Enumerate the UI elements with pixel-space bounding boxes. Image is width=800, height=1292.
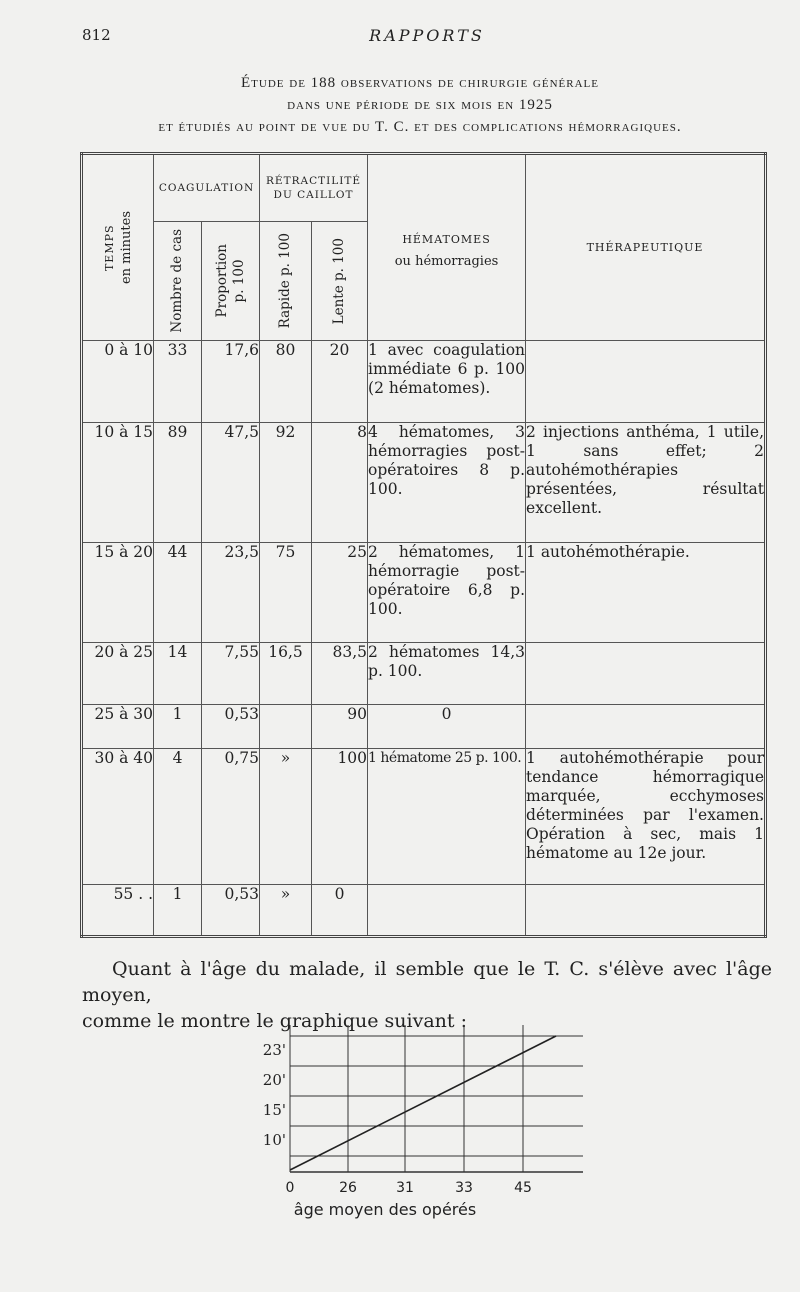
table-title — [60, 72, 780, 138]
header-lente: Lente p. 100 — [312, 222, 368, 341]
cell-proportion: 0,53 — [202, 885, 260, 937]
cell-nombre: 1 — [154, 885, 202, 937]
header-hematomes-line2: ou hémorragies — [394, 254, 499, 269]
cell-temps: 30 à 40 — [82, 749, 154, 885]
table-row — [82, 341, 766, 423]
header-temps — [82, 154, 154, 341]
x-tick-labels — [286, 1180, 532, 1196]
x-tick-label: 0 — [285, 1180, 295, 1196]
table-row — [82, 643, 766, 705]
cell-therapeutique — [526, 643, 766, 705]
cell-rapide: » — [260, 749, 312, 885]
header-nombre: Nombre de cas — [154, 222, 202, 341]
chart-grid — [290, 1025, 583, 1172]
cell-proportion: 0,53 — [202, 705, 260, 749]
cell-temps: 25 à 30 — [82, 705, 154, 749]
header-rapide: Rapide p. 100 — [260, 222, 312, 341]
x-tick-label: 26 — [339, 1180, 357, 1196]
table-row — [82, 543, 766, 643]
x-tick-label: 33 — [455, 1180, 473, 1196]
age-chart — [230, 1015, 590, 1225]
cell-proportion: 23,5 — [202, 543, 260, 643]
x-tick-label: 31 — [396, 1180, 414, 1196]
cell-hematomes: 2 hématomes 14,3 p. 100. — [368, 643, 526, 705]
table-row — [82, 885, 766, 937]
header-temps-label: TEMPS — [103, 224, 116, 271]
header-therapeutique: THÉRAPEUTIQUE — [526, 154, 766, 341]
header-retractilite — [260, 154, 368, 222]
cell-lente: 25 — [312, 543, 368, 643]
header-retractilite-line2: DU CAILLOT — [273, 189, 354, 201]
paragraph-line-1: Quant à l'âge du malade, il semble que le T. C. s'élève avec l'âge moyen, — [82, 958, 772, 1006]
cell-rapide — [260, 705, 312, 749]
cell-proportion: 47,5 — [202, 423, 260, 543]
cell-therapeutique: 2 injections anthéma, 1 utile, 1 sans effet; 2 autohémothérapies présentées, résultat excellent. — [526, 423, 766, 543]
series-line — [290, 1036, 556, 1170]
running-title: RAPPORTS — [369, 26, 485, 45]
x-axis-label: âge moyen des opérés — [293, 1200, 477, 1219]
header-retractilite-line1: RÉTRACTILITÉ — [266, 175, 362, 187]
y-tick-label: 15' — [262, 1101, 286, 1119]
cell-rapide: 16,5 — [260, 643, 312, 705]
cell-lente: 100 — [312, 749, 368, 885]
cell-hematomes — [368, 885, 526, 937]
header-hematomes — [368, 154, 526, 341]
cell-rapide: 80 — [260, 341, 312, 423]
cell-nombre: 14 — [154, 643, 202, 705]
title-line-3: et étudiés au point de vue du T. C. et des complications hémorragiques. — [158, 119, 682, 135]
title-line-1: Étude de 188 observations de chirurgie générale — [241, 75, 599, 91]
cell-proportion: 7,55 — [202, 643, 260, 705]
cell-nombre: 89 — [154, 423, 202, 543]
paragraph-line-2: comme le montre le graphique suivant : — [82, 1010, 467, 1032]
page-number: 812 — [82, 26, 111, 44]
table-row — [82, 705, 766, 749]
cell-nombre: 44 — [154, 543, 202, 643]
table-row — [82, 423, 766, 543]
cell-hematomes: 1 hématome 25 p. 100. — [368, 749, 526, 885]
cell-hematomes: 0 — [368, 705, 526, 749]
cell-proportion: 17,6 — [202, 341, 260, 423]
cell-nombre: 33 — [154, 341, 202, 423]
cell-therapeutique: 1 autohémothérapie. — [526, 543, 766, 643]
cell-temps: 0 à 10 — [82, 341, 154, 423]
y-tick-label: 23' — [262, 1041, 286, 1059]
cell-proportion: 0,75 — [202, 749, 260, 885]
header-temps-unit: en minutes — [119, 210, 134, 285]
cell-rapide: 75 — [260, 543, 312, 643]
header-hematomes-line1: HÉMATOMES — [402, 233, 491, 246]
title-line-2: dans une période de six mois en 1925 — [287, 97, 553, 113]
cell-temps: 55 . . — [82, 885, 154, 937]
y-tick-label: 10' — [262, 1131, 286, 1149]
x-tick-label: 45 — [514, 1180, 532, 1196]
cell-lente: 8 — [312, 423, 368, 543]
cell-lente: 0 — [312, 885, 368, 937]
cell-hematomes: 2 hématomes, 1 hémorragie post-opératoire 6,8 p. 100. — [368, 543, 526, 643]
cell-therapeutique — [526, 885, 766, 937]
header-proportion: Proportion p. 100 — [202, 222, 260, 341]
table-row — [82, 749, 766, 885]
cell-lente: 20 — [312, 341, 368, 423]
cell-hematomes: 1 avec coagulation immédiate 6 p. 100 (2 hématomes). — [368, 341, 526, 423]
cell-nombre: 4 — [154, 749, 202, 885]
cell-hematomes: 4 hématomes, 3 hémorragies post-opératoires 8 p. 100. — [368, 423, 526, 543]
cell-therapeutique — [526, 341, 766, 423]
cell-therapeutique: 1 autohémothérapie pour tendance hémorragique marquée, ecchymoses déterminées par l'examen. Opération à sec, mais 1 hématome au 12e jour. — [526, 749, 766, 885]
observations-table — [80, 152, 767, 938]
cell-therapeutique — [526, 705, 766, 749]
y-tick-label: 20' — [262, 1071, 286, 1089]
cell-lente: 83,5 — [312, 643, 368, 705]
header-coagulation: COAGULATION — [154, 154, 260, 222]
y-tick-labels — [263, 1041, 286, 1149]
cell-rapide: » — [260, 885, 312, 937]
cell-temps: 10 à 15 — [82, 423, 154, 543]
page-header — [82, 26, 772, 48]
cell-temps: 15 à 20 — [82, 543, 154, 643]
cell-rapide: 92 — [260, 423, 312, 543]
cell-lente: 90 — [312, 705, 368, 749]
cell-nombre: 1 — [154, 705, 202, 749]
cell-temps: 20 à 25 — [82, 643, 154, 705]
